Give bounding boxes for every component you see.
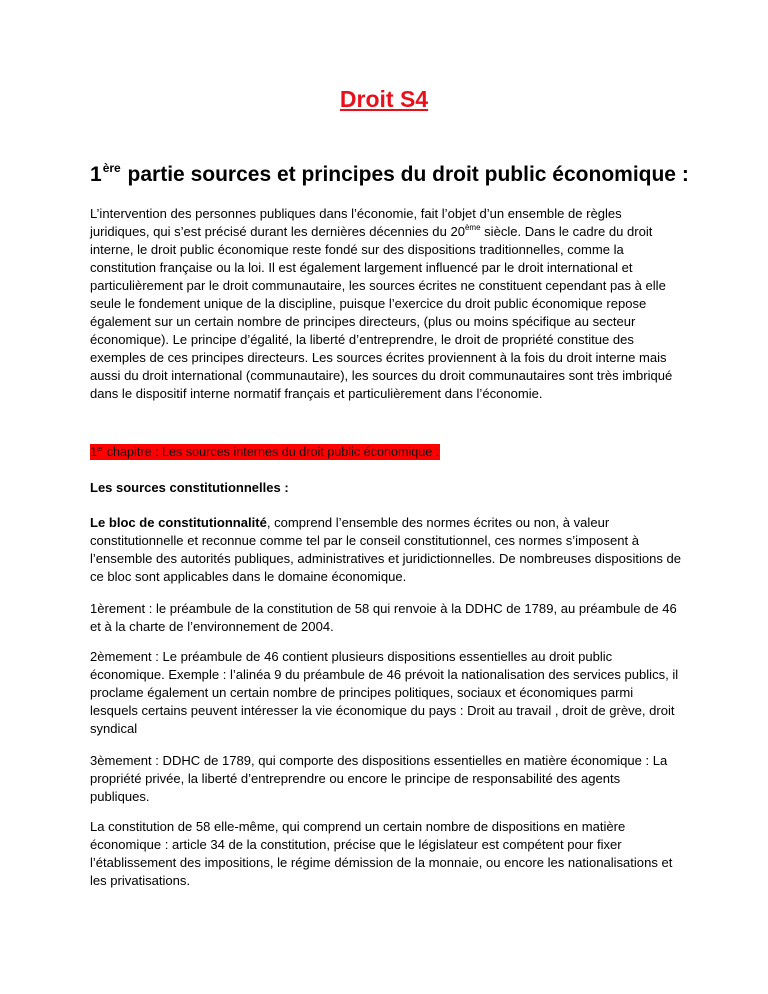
intro-text-2: siècle. Dans le cadre du droit interne, le droit public économique reste fondé sur des dispositions traditionnelles, comme la constitution française ou la loi. Il est également largement influencé par le droit international et particulièrement par le droit communautaire, les sources écrites ne constituent cependant pas à elle seule le fondement unique de la discipline, puisque l’exercice du droit public économique repose également sur un certain nombre de principes directeurs, (plus ou moins spécifique au secteur économique). Le principe d’égalité, la liberté d’entreprendre, le droit de propriété constitue des exemples de ces principes directeurs. Les sources écrites proviennent à la fois du droit interne mais aussi du droit international (communautaire), les sources du droit communautaires sont très imbriqué dans le dispositif interne normatif français et particulièrement dans l’économie.: [90, 224, 673, 401]
part-heading-sup: ère: [102, 161, 121, 175]
paragraph-2: 2èmement : Le préambule de 46 contient plusieurs dispositions essentielles au droit public économique. Exemple : l’alinéa 9 du préambule de 46 prévoit la nationalisation des services publics, il proclame également un certain nombre de principes politiques, sociaux et économiques parmi lesquels certains peuvent intéresser la vie économique du pays : Droit au travail , droit de grève, droit syndical: [90, 649, 679, 736]
document-title: Droit S4: [339, 86, 429, 112]
intro-text-1: L’intervention des personnes publiques dans l’économie, fait l’objet d’un ensemble de règles juridiques, qui s’est précisé durant les dernières décennies du 20: [90, 206, 622, 239]
chapter-heading: [90, 444, 440, 460]
part-heading-number: 1: [90, 163, 102, 186]
bloc-text: , comprend l’ensemble des normes écrites ou non, à valeur constitutionnelle et reconnue comme tel par le conseil constitutionnel, ces normes s’imposent à l’ensemble des autorités publiques, administratives et juridictionnelles. De nombreuses dispositions de ce bloc sont applicables dans le domaine économique.: [90, 515, 682, 584]
part-heading-text: partie sources et principes du droit public économique :: [121, 163, 689, 186]
section-subheading: Les sources constitutionnelles :: [90, 480, 289, 495]
chapter-number: 1: [90, 445, 98, 459]
intro-sup: ème: [464, 223, 481, 232]
paragraph-4: La constitution de 58 elle-même, qui comprend un certain nombre de dispositions en matière économique : article 34 de la constitution, précise que le législateur est compétent pour fixer l’établissement des impositions, le régime démission de la monnaie, ou encore les nationalisations et les privatisations.: [90, 819, 673, 888]
chapter-sup: er: [97, 446, 104, 453]
paragraph-3: 3èmement : DDHC de 1789, qui comporte des dispositions essentielles en matière économique : La propriété privée, la liberté d’entreprendre ou encore le principe de responsabilité des agents publiques.: [90, 753, 668, 804]
part-heading: [90, 161, 730, 187]
paragraph-1: 1èrement : le préambule de la constitution de 58 qui renvoie à la DDHC de 1789, au préambule de 46 et à la charte de l’environnement de 2004.: [90, 601, 677, 634]
intro-paragraph: [90, 205, 682, 403]
chapter-text: chapitre : Les sources internes du droit public économique :: [103, 445, 440, 459]
bloc-paragraph: [90, 514, 682, 586]
bloc-term: Le bloc de constitutionnalité: [90, 515, 267, 530]
